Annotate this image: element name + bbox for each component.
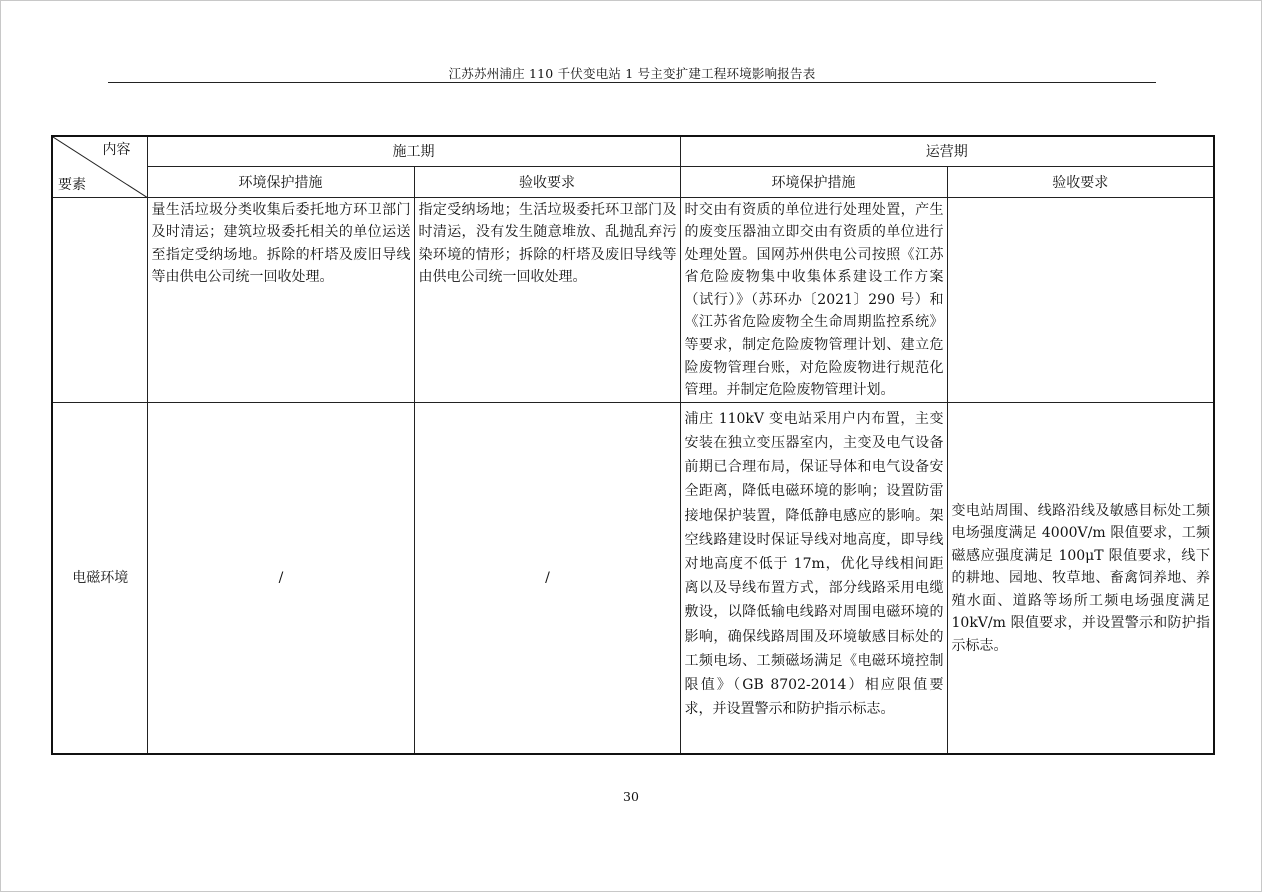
row-element-cell	[52, 197, 147, 402]
construction-acceptance-cell: 指定受纳场地；生活垃圾委托环卫部门及时清运，没有发生随意堆放、乱抛乱弃污染环境的情形；拆除的杆塔及废旧导线等由供电公司统一回收处理。	[414, 197, 680, 402]
corner-element-label: 要素	[58, 176, 86, 193]
construction-acceptance-header: 验收要求	[414, 166, 680, 197]
page-number: 30	[623, 789, 639, 804]
corner-content-label: 内容	[102, 142, 131, 158]
operation-measures-cell: 时交由有资质的单位进行处理处置，产生的废变压器油立即交由有资质的单位进行处理处置。国网苏州供电公司按照《江苏省危险废物集中收集体系建设工作方案（试行）》（苏环办〔2021〕290 号）和《江苏省危险废物全生命周期监控系统》等要求，制定危险废物管理计划、建立危险废物管理台账，对危险废物进行规范化管理。并制定危险废物管理计划。	[680, 197, 947, 402]
environmental-measures-table	[51, 135, 1215, 755]
corner-header-cell	[52, 136, 147, 197]
construction-phase-header: 施工期	[147, 136, 680, 166]
construction-measures-header: 环境保护措施	[147, 166, 414, 197]
subheader-row	[52, 166, 1214, 197]
row-element-cell: 电磁环境	[52, 402, 147, 754]
operation-acceptance-cell: 变电站周围、线路沿线及敏感目标处工频电场强度满足 4000V/m 限值要求，工频磁感应强度满足 100μT 限值要求，线下的耕地、园地、牧草地、畜禽饲养地、养殖水面、道路等场所工频电场强度满足 10kV/m 限值要求，并设置警示和防护指示标志。	[947, 402, 1214, 754]
construction-acceptance-cell: /	[414, 402, 680, 754]
operation-measures-cell: 浦庄 110kV 变电站采用户内布置，主变安装在独立变压器室内，主变及电气设备前期已合理布局，保证导体和电气设备安全距离，降低电磁环境的影响；设置防雷接地保护装置，降低静电感应的影响。架空线路建设时保证导线对地高度，即导线对地高度不低于 17m，优化导线相间距离以及导线布置方式，部分线路采用电缆敷设，以降低输电线路对周围电磁环境的影响，确保线路周围及环境敏感目标处的工频电场、工频磁场满足《电磁环境控制限值》（GB 8702-2014）相应限值要求，并设置警示和防护指示标志。	[680, 402, 947, 754]
table-row	[52, 197, 1214, 402]
construction-measures-cell: 量生活垃圾分类收集后委托地方环卫部门及时清运；建筑垃圾委托相关的单位运送至指定受纳场地。拆除的杆塔及废旧导线等由供电公司统一回收处理。	[147, 197, 414, 402]
operation-phase-header: 运营期	[680, 136, 1214, 166]
table-row	[52, 402, 1214, 754]
operation-measures-header: 环境保护措施	[680, 166, 947, 197]
phase-header-row	[52, 136, 1214, 166]
header-divider	[108, 82, 1156, 83]
construction-measures-cell: /	[147, 402, 414, 754]
operation-acceptance-header: 验收要求	[947, 166, 1214, 197]
document-header-title: 江苏苏州浦庄 110 千伏变电站 1 号主变扩建工程环境影响报告表	[448, 66, 816, 81]
operation-acceptance-cell	[947, 197, 1214, 402]
